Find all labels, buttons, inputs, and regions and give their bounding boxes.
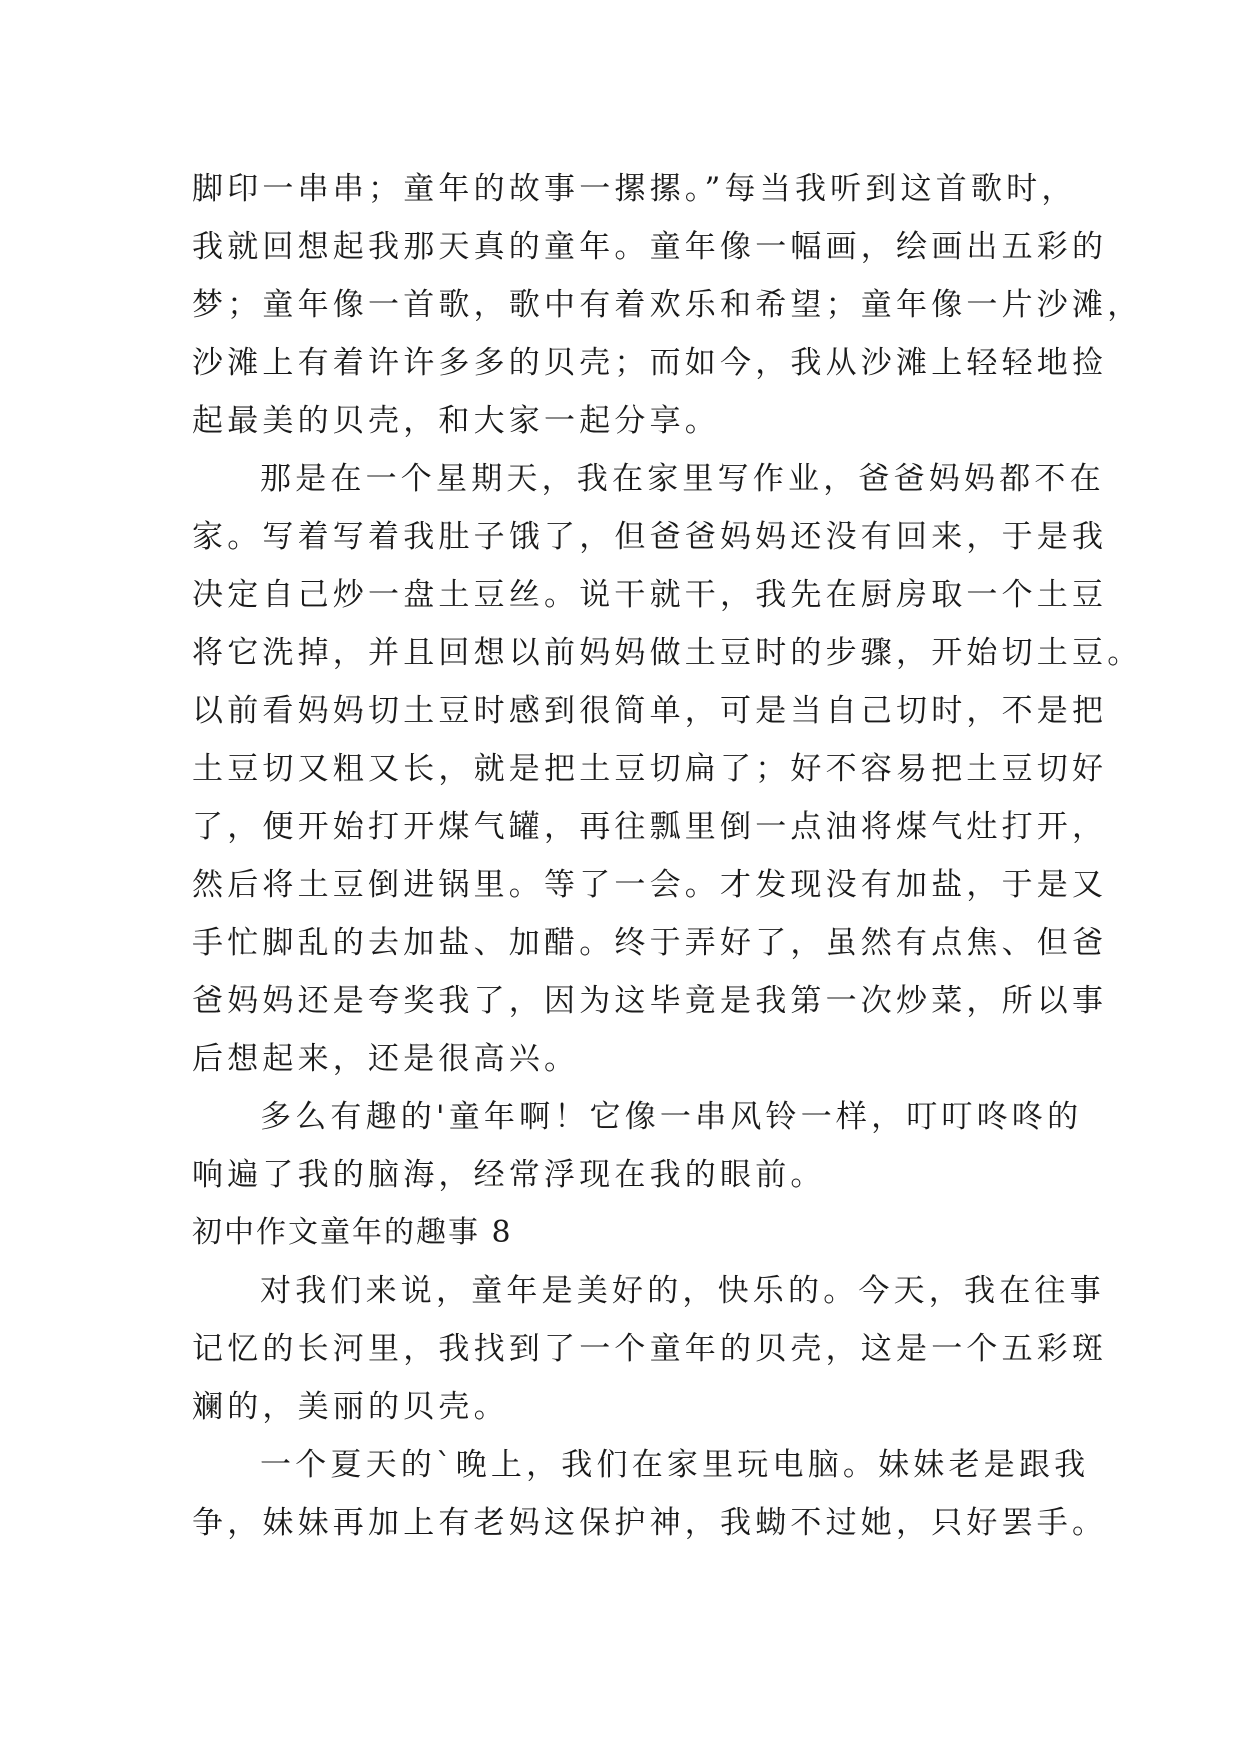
text-line: 沙滩上有着许许多多的贝壳；而如今，我从沙滩上轻轻地捡 <box>192 345 1108 381</box>
text-line: 起最美的贝壳，和大家一起分享。 <box>192 403 720 439</box>
paragraph-start-line: 那是在一个星期天，我在家里写作业，爸爸妈妈都不在 <box>260 461 1105 497</box>
text-line: 我就回想起我那天真的童年。童年像一幅画，绘画出五彩的 <box>192 229 1108 265</box>
section-heading: 初中作文童年的趣事 8 <box>192 1215 513 1250</box>
text-line: 将它洗掉，并且回想以前妈妈做土豆时的步骤，开始切土豆。 <box>192 635 1143 671</box>
text-line: 爸妈妈还是夸奖我了，因为这毕竟是我第一次炒菜，所以事 <box>192 983 1108 1019</box>
text-line: 家。写着写着我肚子饿了，但爸爸妈妈还没有回来，于是我 <box>192 519 1108 555</box>
text-line: 以前看妈妈切土豆时感到很简单，可是当自己切时，不是把 <box>192 693 1108 729</box>
text-line: 手忙脚乱的去加盐、加醋。终于弄好了，虽然有点焦、但爸 <box>192 925 1108 961</box>
text-line: 了，便开始打开煤气罐，再往瓢里倒一点油将煤气灶打开， <box>192 809 1108 845</box>
text-line: 决定自己炒一盘土豆丝。说干就干，我先在厨房取一个土豆 <box>192 577 1108 613</box>
text-line: 斓的，美丽的贝壳。 <box>192 1389 509 1425</box>
paragraph-start-line: 一个夏天的`晚上，我们在家里玩电脑。妹妹老是跟我 <box>260 1447 1090 1483</box>
paragraph-start-line: 多么有趣的'童年啊！它像一串风铃一样，叮叮咚咚的 <box>260 1099 1083 1135</box>
text-line: 后想起来，还是很高兴。 <box>192 1041 580 1077</box>
text-line: 响遍了我的脑海，经常浮现在我的眼前。 <box>192 1157 826 1193</box>
text-line: 梦；童年像一首歌，歌中有着欢乐和希望；童年像一片沙滩， <box>192 287 1143 323</box>
document-body <box>192 160 1143 1552</box>
text-line: 记忆的长河里，我找到了一个童年的贝壳，这是一个五彩斑 <box>192 1331 1108 1367</box>
text-line: 脚印一串串；童年的故事一摞摞。”每当我听到这首歌时， <box>192 171 1077 207</box>
text-line: 土豆切又粗又长，就是把土豆切扁了；好不容易把土豆切好 <box>192 751 1108 787</box>
text-line: 然后将土豆倒进锅里。等了一会。才发现没有加盐，于是又 <box>192 867 1108 903</box>
text-line: 争，妹妹再加上有老妈这保护神，我蜐不过她，只好罢手。 <box>192 1505 1108 1541</box>
paragraph-start-line: 对我们来说，童年是美好的，快乐的。今天，我在往事 <box>260 1273 1105 1309</box>
